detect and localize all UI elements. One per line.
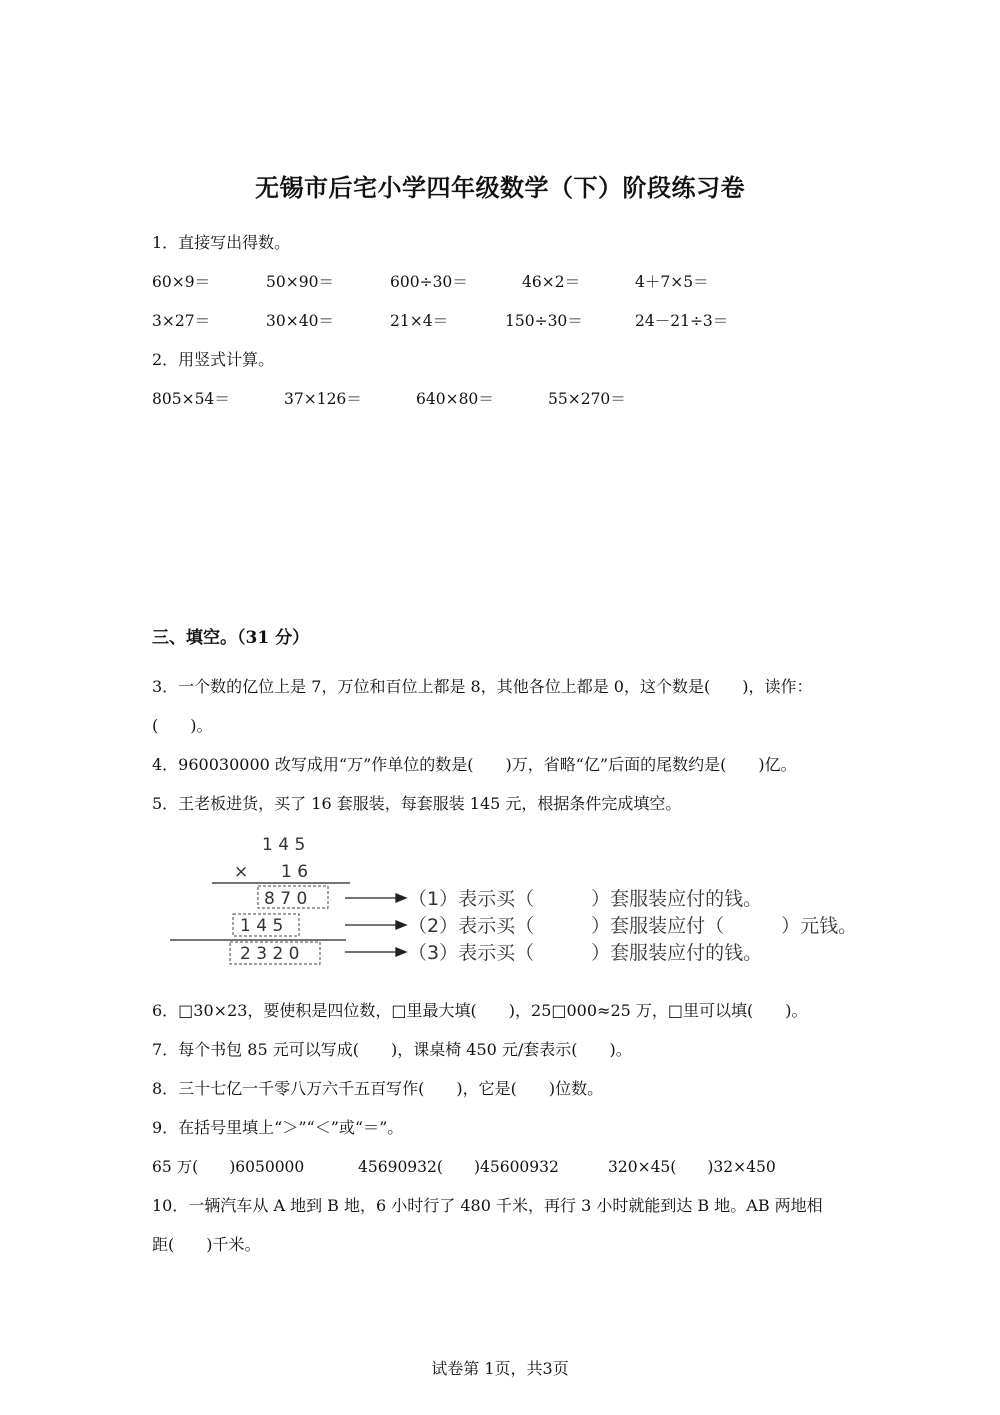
arrow-head-icon (396, 948, 406, 956)
q10-text-cont: 距( )千米。 (152, 1235, 261, 1254)
q7-text: 7．每个书包 85 元可以写成( )，课桌椅 450 元/套表示( )。 (152, 1040, 632, 1059)
q2-expr: 640×80＝ (416, 390, 494, 408)
multiplication-figure (160, 830, 870, 970)
q9-item: 45690932( )45600932 (358, 1158, 559, 1176)
q10-text: 10．一辆汽车从 A 地到 B 地，6 小时行了 480 千米，再行 3 小时就能到达 B 地。AB 两地相 (152, 1196, 823, 1215)
figure-label-2: （2）表示买（ ）套服装应付（ ）元钱。 (408, 915, 858, 937)
q2-expr: 805×54＝ (152, 390, 230, 408)
q2-expr: 37×126＝ (284, 390, 362, 408)
times-sign: × (234, 862, 249, 882)
q2-expr: 55×270＝ (548, 390, 626, 408)
q1-expr: 30×40＝ (266, 312, 334, 330)
q1-expr: 4＋7×5＝ (635, 273, 709, 291)
q9-item: 320×45( )32×450 (608, 1158, 776, 1176)
q9-item: 65 万( )6050000 (152, 1158, 305, 1176)
q1-expr: 3×27＝ (152, 312, 211, 330)
q5-text: 5．王老板进货，买了 16 套服装，每套服装 145 元，根据条件完成填空。 (152, 794, 682, 813)
q3-text-cont: ( )。 (152, 716, 213, 735)
q1-expr: 46×2＝ (522, 273, 581, 291)
figure-label-1: （1）表示买（ ）套服装应付的钱。 (408, 888, 763, 910)
q1-expr: 50×90＝ (266, 273, 334, 291)
figure-label-3: （3）表示买（ ）套服装应付的钱。 (408, 942, 763, 964)
q1-expr: 600÷30＝ (390, 273, 468, 291)
section-heading: 三、填空。（31 分） (152, 628, 310, 648)
arrow-head-icon (396, 921, 406, 929)
q3-text: 3．一个数的亿位上是 7，万位和百位上都是 8，其他各位上都是 0，这个数是( )，读作： (152, 677, 813, 696)
q1-prompt: 1．直接写出得数。 (152, 233, 291, 252)
product-result: 2 3 2 0 (240, 944, 300, 964)
arrow-head-icon (396, 894, 406, 902)
q9-text: 9．在括号里填上“＞”“＜”或“＝”。 (152, 1118, 404, 1137)
q2-prompt: 2．用竖式计算。 (152, 350, 275, 369)
multiplier: 1 6 (281, 862, 309, 882)
q1-expr: 24－21÷3＝ (635, 312, 729, 330)
partial-product-1: 8 7 0 (264, 889, 308, 909)
q1-expr: 150÷30＝ (505, 312, 583, 330)
multiplicand: 1 4 5 (262, 835, 306, 855)
partial-product-2: 1 4 5 (240, 916, 284, 936)
q1-expr: 60×9＝ (152, 273, 211, 291)
q6-text: 6．□30×23，要使积是四位数，□里最大填( )，25□000≈25 万，□里可以填( )。 (152, 1001, 808, 1020)
q1-expr: 21×4＝ (390, 312, 449, 330)
q8-text: 8．三十七亿一千零八万六千五百写作( )，它是( )位数。 (152, 1079, 604, 1098)
page-footer: 试卷第 1页，共3页 (431, 1359, 569, 1378)
q4-text: 4．960030000 改写成用“万”作单位的数是( )万，省略“亿”后面的尾数约是( )亿。 (152, 755, 797, 774)
page-title: 无锡市后宅小学四年级数学（下）阶段练习卷 (255, 174, 745, 202)
